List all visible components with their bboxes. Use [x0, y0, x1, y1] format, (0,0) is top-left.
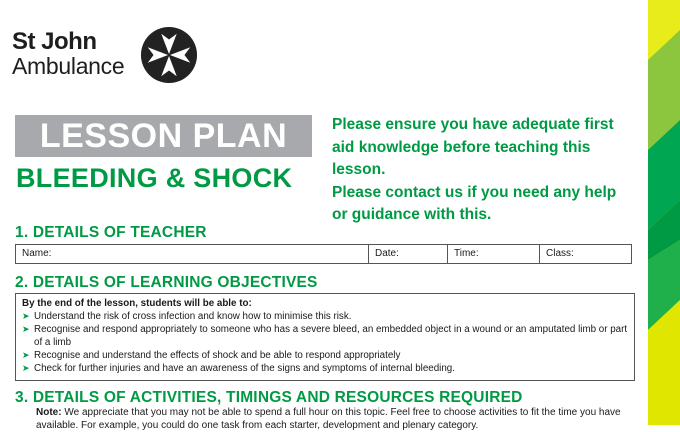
teacher-details-table	[15, 244, 632, 264]
maltese-cross-icon	[140, 26, 198, 84]
guidance-notice	[332, 114, 632, 227]
date-field[interactable]: Date:	[369, 245, 448, 263]
learning-objectives-box	[15, 293, 635, 381]
activities-note	[36, 406, 646, 432]
list-item: ➤ Recognise and respond appropriately to someone who has a severe bleed, an embedded object in a wound or an amputated limb or part of a limb	[22, 323, 628, 349]
lesson-subtitle: BLEEDING & SHOCK	[16, 163, 293, 193]
list-item: ➤ Understand the risk of cross infection and know how to minimise this risk.	[22, 310, 628, 323]
notice-paragraph-2: Please contact us if you need any help or guidance with this.	[332, 183, 617, 223]
note-text: We appreciate that you may not be able to spend a full hour on this topic. Feel free to choose activities to fit the time you have available. For example, you could do one task from each starter, development and plenary category.	[36, 407, 621, 431]
list-item: ➤ Recognise and understand the effects of shock and be able to respond appropriately	[22, 349, 628, 362]
logo-wordmark	[12, 30, 142, 78]
list-item: ➤ Check for further injuries and have an awareness of the signs and symptoms of internal bleeding.	[22, 362, 628, 375]
class-field[interactable]: Class:	[546, 248, 574, 259]
objectives-list	[22, 310, 628, 375]
lesson-plan-title-bar	[15, 115, 312, 157]
section-1-heading: 1. DETAILS OF TEACHER	[15, 224, 207, 241]
page-title: LESSON PLAN	[39, 117, 288, 155]
logo-line-2: Ambulance	[12, 53, 125, 79]
name-field[interactable]: Name:	[16, 245, 369, 263]
logo-line-1: St John	[12, 28, 97, 55]
objectives-intro: By the end of the lesson, students will be able to:	[22, 298, 252, 309]
side-decoration-stripe	[648, 0, 680, 425]
section-3-heading: 3. DETAILS OF ACTIVITIES, TIMINGS AND RESOURCES REQUIRED	[15, 389, 523, 406]
note-label: Note:	[36, 407, 62, 418]
time-field[interactable]: Time:	[448, 245, 540, 263]
section-2-heading: 2. DETAILS OF LEARNING OBJECTIVES	[15, 274, 318, 291]
notice-paragraph-1: Please ensure you have adequate first aid knowledge before teaching this lesson.	[332, 116, 614, 178]
